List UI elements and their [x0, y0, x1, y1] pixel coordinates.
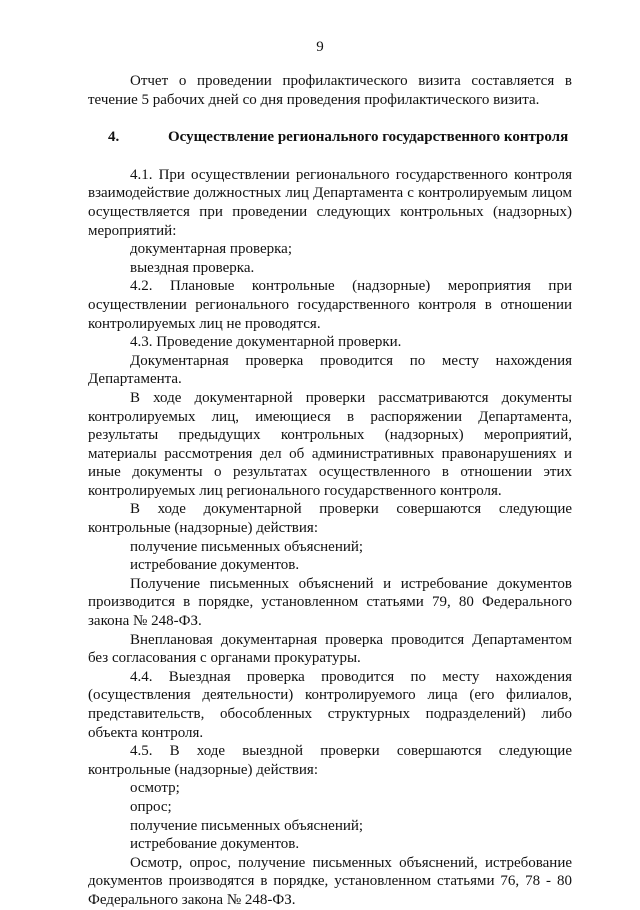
paragraph-4-1: 4.1. При осуществлении регионального государственного контроля взаимодействие должностных лиц Департамента с контролируемым лицом осуществляется при проведении следующих контрольных (надзорных) мероприятий:: [88, 166, 572, 239]
list-item: опрос;: [130, 798, 172, 815]
paragraph: В ходе документарной проверки рассматриваются документы контролируемых лиц, имеющиеся в распоряжении Департамента, результаты предыдущих контрольных (надзорных) мероприятий, материалы рассмотрения дел об административных правонарушениях и иные документы о результатах осуществленного в отношении этих контролируемых лиц регионального государственного контроля.: [88, 389, 572, 499]
list-item: осмотр;: [130, 780, 180, 797]
list-item: выездная проверка.: [130, 259, 255, 276]
list-item: истребование документов.: [130, 836, 300, 853]
paragraph-4-3: 4.3. Проведение документарной проверки.: [130, 334, 402, 351]
page-number: 9: [316, 39, 324, 55]
paragraph: Осмотр, опрос, получение письменных объяснений, истребование документов производятся в порядке, установленном статьями 76, 78 - 80 Федерального закона № 248-ФЗ.: [88, 854, 572, 908]
list-item: истребование документов.: [130, 557, 300, 574]
list-item: получение письменных объяснений;: [130, 538, 364, 555]
section-number: 4.: [108, 129, 120, 146]
paragraph-4-2: 4.2. Плановые контрольные (надзорные) мероприятия при осуществлении регионального государственного контроля в отношении контролируемых лиц не проводятся.: [88, 278, 572, 332]
paragraph: В ходе документарной проверки совершаются следующие контрольные (надзорные) действия:: [88, 501, 572, 537]
paragraph-4-5: 4.5. В ходе выездной проверки совершаются следующие контрольные (надзорные) действия:: [88, 743, 572, 778]
paragraph: Получение письменных объяснений и истребование документов производится в порядке, установленном статьями 79, 80 Федерального закона № 248-ФЗ.: [88, 575, 572, 630]
document-body: [88, 72, 572, 910]
section-title: Осуществление регионального государственного контроля: [168, 129, 569, 146]
paragraph-4-4: 4.4. Выездная проверка проводится по месту нахождения (осуществления деятельности) контролируемого лица (его филиалов, представительств, обособленных структурных подразделений) либо объекта контроля.: [88, 668, 572, 741]
paragraph: Документарная проверка проводится по месту нахождения Департамента.: [88, 352, 572, 388]
list-item: документарная проверка;: [130, 241, 292, 258]
paragraph: Внеплановая документарная проверка проводится Департаментом без согласования с органами прокуратуры.: [88, 631, 572, 667]
section-heading: [88, 128, 572, 147]
list-item: получение письменных объяснений;: [130, 817, 364, 834]
intro-paragraph: Отчет о проведении профилактического визита составляется в течение 5 рабочих дней со дня проведения профилактического визита.: [88, 73, 572, 108]
